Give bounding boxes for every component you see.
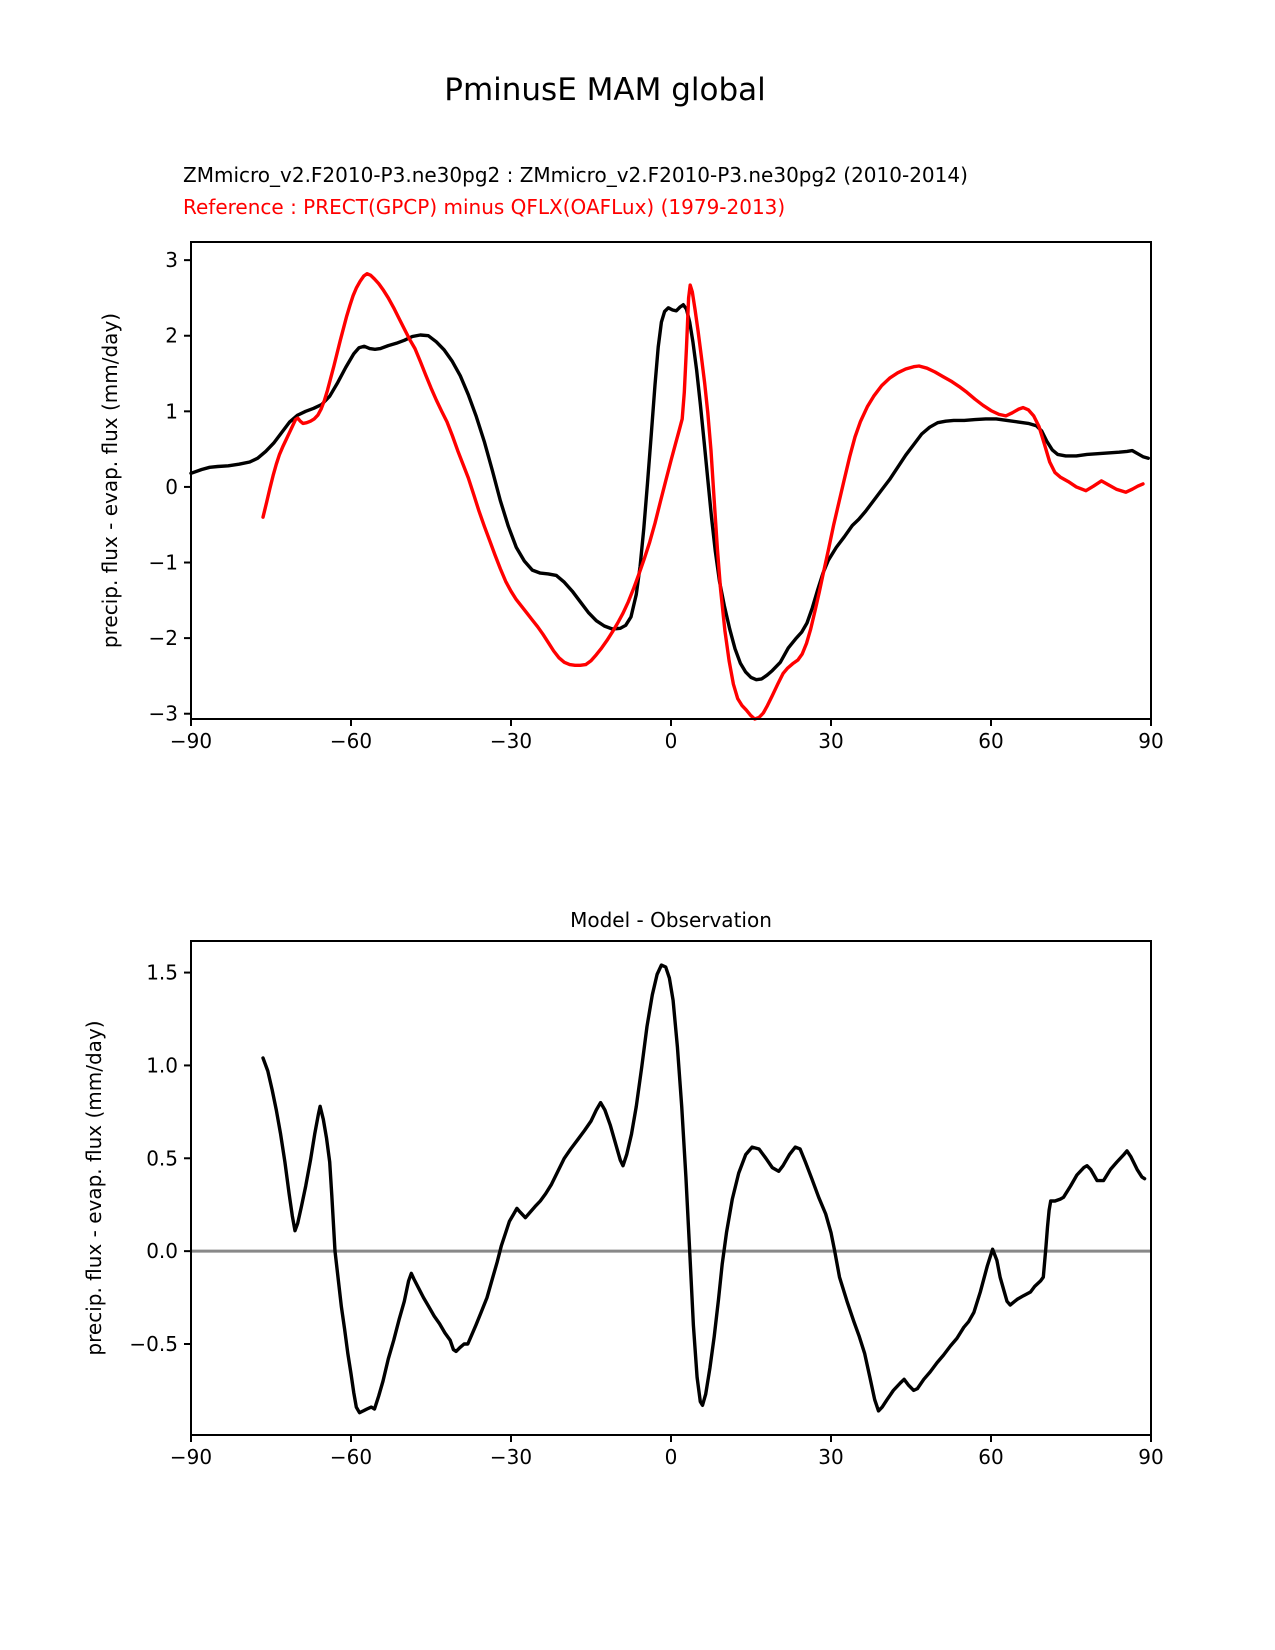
- top-plot-y-tick-label: −2: [148, 626, 178, 651]
- top-plot-x-tick-label: −60: [329, 729, 373, 753]
- bottom-plot-y-tick-label: 0.5: [146, 1146, 178, 1171]
- reference-label: Reference : PRECT(GPCP) minus QFLX(OAFLux) (1979-2013): [183, 195, 786, 219]
- bottom-plot-y-tick-label: 1.5: [146, 960, 178, 985]
- model-run-label: ZMmicro_v2.F2010-P3.ne30pg2 : ZMmicro_v2.F2010-P3.ne30pg2 (2010-2014): [183, 163, 968, 187]
- bottom-plot-x-tick-label: 0: [664, 1445, 678, 1469]
- top-plot-x-tick-label: 0: [664, 729, 678, 753]
- top-plot-x-tick-label: −90: [169, 729, 213, 753]
- top-plot-x-tick-label: 30: [818, 729, 844, 753]
- top-plot-y-tick-label: 3: [165, 248, 178, 273]
- top-plot-x-tick-label: 90: [1138, 729, 1164, 753]
- bottom-plot-title: Model - Observation: [570, 908, 772, 932]
- bottom-plot-x-tick-label: 90: [1138, 1445, 1164, 1469]
- model-minus-obs-curve: [263, 965, 1145, 1413]
- top-plot-frame: [191, 242, 1151, 719]
- top-plot-y-tick-label: 0: [165, 474, 178, 499]
- top-plot-y-tick-label: −1: [148, 550, 178, 575]
- bottom-plot-x-tick-label: 60: [978, 1445, 1004, 1469]
- top-plot-y-tick-label: 2: [165, 323, 178, 348]
- top-plot-x-tick-label: −30: [489, 729, 533, 753]
- top-plot-ylabel: precip. flux - evap. flux (mm/day): [98, 312, 122, 649]
- page-title: PminusE MAM global: [444, 72, 766, 108]
- reference-curve: [263, 274, 1143, 719]
- bottom-plot-x-tick-label: −30: [489, 1445, 533, 1469]
- top-plot-x-tick-label: 60: [978, 729, 1004, 753]
- bottom-plot-x-tick-label: −90: [169, 1445, 213, 1469]
- top-plot-y-tick-label: −3: [148, 701, 178, 726]
- top-plot-y-tick-label: 1: [165, 399, 178, 424]
- bottom-plot-y-tick-label: −0.5: [129, 1332, 178, 1356]
- bottom-plot-y-tick-label: 1.0: [146, 1053, 178, 1078]
- bottom-plot-ylabel: precip. flux - evap. flux (mm/day): [82, 1020, 106, 1356]
- bottom-plot-y-tick-label: 0.0: [146, 1239, 178, 1264]
- bottom-plot-x-tick-label: −60: [329, 1445, 373, 1469]
- bottom-plot-frame: [191, 941, 1151, 1435]
- bottom-plot-x-tick-label: 30: [818, 1445, 844, 1469]
